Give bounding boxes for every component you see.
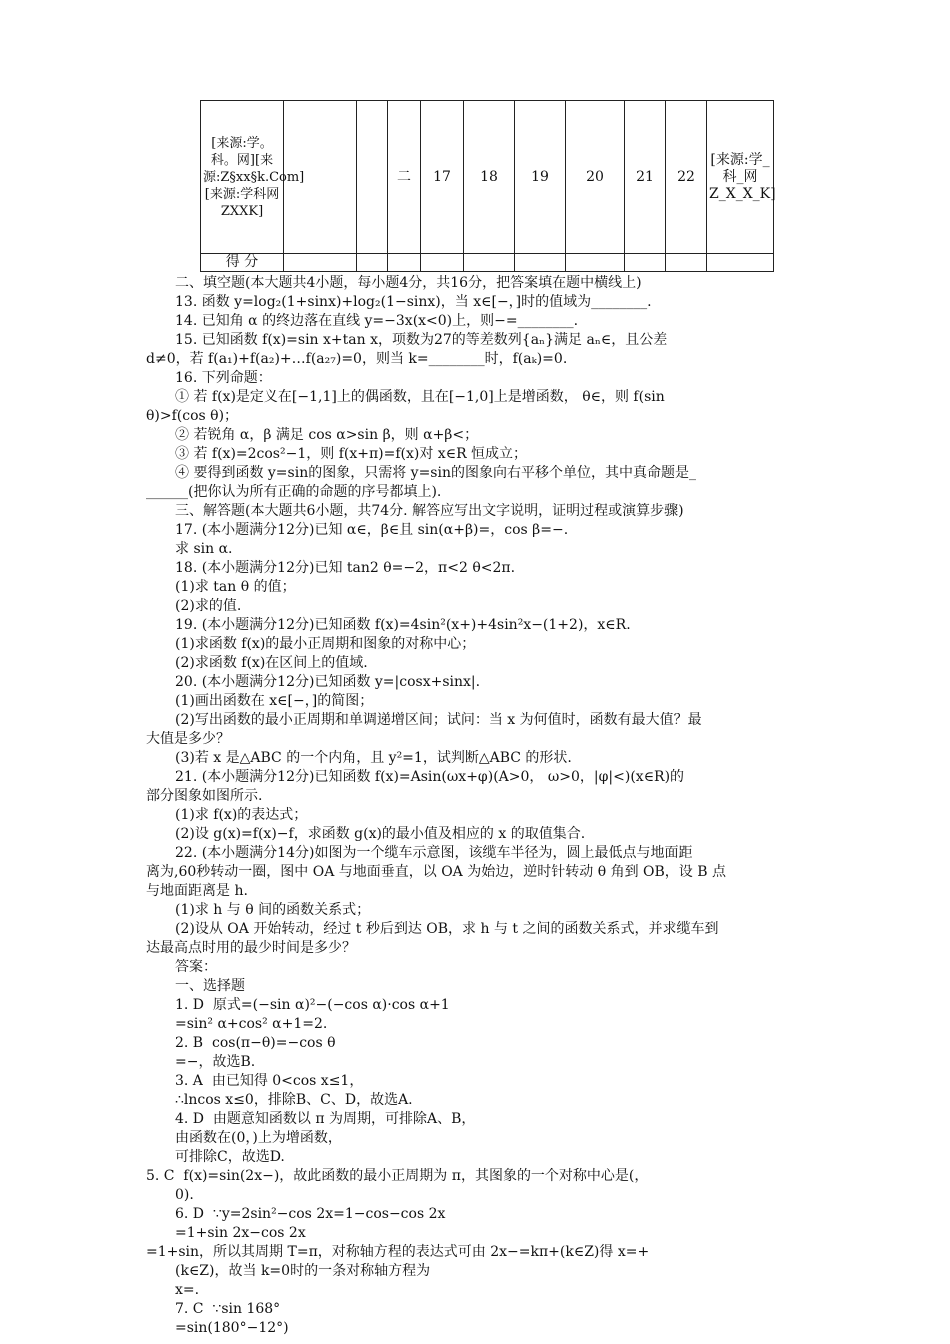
text-line: d≠0，若 f(a₁)+f(a₂)+…f(a₂₇)=0，则当 k=________时，f(aₖ)=0. (146, 351, 568, 367)
text-line: ① 若 f(x)是定义在[−1,1]上的偶函数，且在[−1,0]上是增函数， θ∈，则 f(sin (175, 389, 665, 405)
score-cell (515, 254, 566, 272)
text-line: (k∈Z)，故当 k=0时的一条对称轴方程为 (175, 1263, 431, 1279)
text-line: 17. (本小题满分12分)已知 α∈，β∈且 sin(α+β)=，cos β=−. (175, 522, 569, 538)
text-line: 18. (本小题满分12分)已知 tan2 θ=−2，π<2 θ<2π. (175, 560, 516, 576)
table-col-header: 二 (388, 101, 421, 254)
text-line: 求 sin α. (175, 541, 233, 557)
text-line: 1. D 原式=(−sin α)²−(−cos α)·cos α+1 (175, 997, 450, 1013)
text-line: (1)求 h 与 θ 间的函数关系式； (175, 902, 371, 918)
text-line: 与地面距离是 h. (146, 883, 248, 899)
score-table-score-row (201, 254, 774, 272)
text-line: 大值是多少？ (146, 731, 230, 747)
text-line: 二、填空题(本大题共4小题，每小题4分，共16分，把答案填在题中横线上) (175, 275, 642, 291)
score-cell (421, 254, 464, 272)
text-line: =−，故选B. (175, 1054, 256, 1070)
text-line: θ)>f(cos θ)； (146, 408, 239, 424)
text-line: =1+sin 2x−cos 2x (175, 1225, 306, 1241)
text-line: 16. 下列命题： (175, 370, 272, 386)
text-line: 部分图象如图所示. (146, 788, 263, 804)
source-note-cell-right: [来源:学_科_网Z_X_X_K] (707, 101, 774, 254)
score-cell (357, 254, 388, 272)
text-line: x=. (175, 1282, 200, 1298)
score-cell (464, 254, 515, 272)
text-line: 0). (175, 1187, 194, 1203)
table-col-header: 20 (566, 101, 625, 254)
text-line: (2)写出函数的最小正周期和单调递增区间；试问：当 x 为何值时，函数有最大值？最 (175, 712, 702, 728)
text-line: 一、选择题 (175, 978, 245, 994)
score-label: 得 分 (201, 254, 284, 272)
text-line: (3)若 x 是△ABC 的一个内角，且 y²=1，试判断△ABC 的形状. (175, 750, 572, 766)
score-cell (566, 254, 625, 272)
text-line: 21. (本小题满分12分)已知函数 f(x)=Asin(ωx+φ)(A>0， ω>0，|φ|<)(x∈R)的 (175, 769, 685, 785)
text-line: 22. (本小题满分14分)如图为一个缆车示意图，该缆车半径为，圆上最低点与地面距 (175, 845, 693, 861)
text-line: (1)画出函数在 x∈[−，]的简图； (175, 693, 374, 709)
score-table (200, 100, 774, 272)
score-cell (707, 254, 774, 272)
text-line: ③ 若 f(x)=2cos²−1，则 f(x+π)=f(x)对 x∈R 恒成立； (175, 446, 528, 462)
score-cell (388, 254, 421, 272)
text-line: 20. (本小题满分12分)已知函数 y=|cosx+sinx|. (175, 674, 481, 690)
table-col-header: 22 (666, 101, 707, 254)
text-line: 14. 已知角 α 的终边落在直线 y=−3x(x<0)上，则−=________. (175, 313, 579, 329)
text-line: 19. (本小题满分12分)已知函数 f(x)=4sin²(x+)+4sin²x−(1+2)，x∈R. (175, 617, 631, 633)
text-line: 三、解答题(本大题共6小题，共74分. 解答应写出文字说明，证明过程或演算步骤) (175, 503, 684, 519)
text-line: ______(把你认为所有正确的命题的序号都填上). (146, 484, 442, 500)
text-line: 离为,60秒转动一圈，图中 OA 与地面垂直，以 OA 为始边，逆时针转动 θ 角到 OB，设 B 点 (146, 864, 726, 880)
text-line: 6. D ∵y=2sin²−cos 2x=1−cos−cos 2x (175, 1206, 446, 1222)
text-line: ④ 要得到函数 y=sin的图象，只需将 y=sin的图象向右平移个单位，其中真命题是_ (175, 465, 696, 481)
score-cell (284, 254, 357, 272)
text-line: (2)设 g(x)=f(x)−f，求函数 g(x)的最小值及相应的 x 的取值集合. (175, 826, 586, 842)
text-line: 7. C ∵sin 168° (175, 1301, 281, 1317)
text-line: (1)求函数 f(x)的最小正周期和图象的对称中心； (175, 636, 476, 652)
text-line: (1)求 tan θ 的值； (175, 579, 296, 595)
text-line: (2)求函数 f(x)在区间上的值域. (175, 655, 368, 671)
text-line: 达最高点时用的最少时间是多少？ (146, 940, 356, 956)
text-line: 5. C f(x)=sin(2x−)，故此函数的最小正周期为 π，其图象的一个对称中心是(， (146, 1168, 649, 1184)
text-line: ∴lncos x≤0，排除B、C、D，故选A. (175, 1092, 413, 1108)
score-cell (625, 254, 666, 272)
text-line: 可排除C，故选D. (175, 1149, 285, 1165)
table-col-header: 19 (515, 101, 566, 254)
text-line: =1+sin，所以其周期 T=π，对称轴方程的表达式可由 2x−=kπ+(k∈Z)得 x=+ (146, 1244, 650, 1260)
table-cell-blank (357, 101, 388, 254)
text-line: 15. 已知函数 f(x)=sin x+tan x，项数为27的等差数列{aₙ}满足 aₙ∈，且公差 (175, 332, 668, 348)
table-col-header: 17 (421, 101, 464, 254)
text-line: 4. D 由题意知函数以 π 为周期，可排除A、B， (175, 1111, 476, 1127)
text-line: 13. 函数 y=log₂(1+sinx)+log₂(1−sinx)，当 x∈[−，]时的值域为________. (175, 294, 652, 310)
text-line: (2)设从 OA 开始转动，经过 t 秒后到达 OB，求 h 与 t 之间的函数关系式，并求缆车到 (175, 921, 719, 937)
table-col-header: 21 (625, 101, 666, 254)
text-line: =sin(180°−12°) (175, 1320, 289, 1336)
source-note-cell: [来源:学。科。网][来源:Z§xx§k.Com][来源:学科网ZXXK] (201, 101, 284, 254)
text-line: =sin² α+cos² α+1=2. (175, 1016, 328, 1032)
text-line: (1)求 f(x)的表达式； (175, 807, 308, 823)
text-line: 3. A 由已知得 0<cos x≤1， (175, 1073, 364, 1089)
score-cell (666, 254, 707, 272)
table-col-header: 18 (464, 101, 515, 254)
text-line: ② 若锐角 α，β 满足 cos α>sin β，则 α+β<； (175, 427, 479, 443)
text-line: 由函数在(0，)上为增函数， (175, 1130, 342, 1146)
text-line: 2. B cos(π−θ)=−cos θ (175, 1035, 336, 1051)
text-line: 答案： (175, 959, 217, 975)
text-line: (2)求的值. (175, 598, 242, 614)
score-table-header-row (201, 101, 774, 254)
